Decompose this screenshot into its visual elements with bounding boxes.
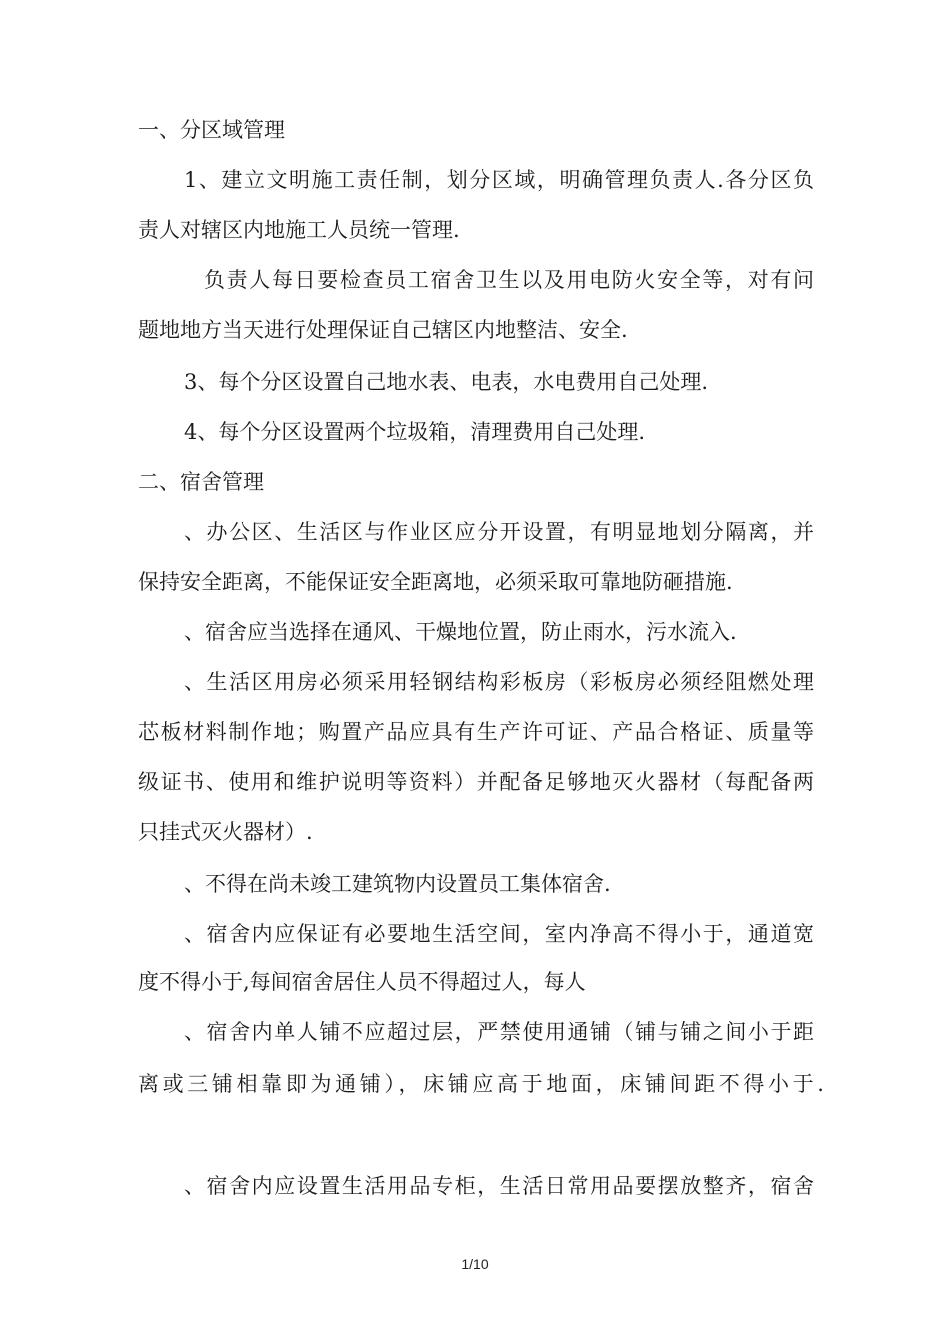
heading-zone-management: 一、分区域管理	[138, 118, 285, 142]
paragraph-line: 4、每个分区设置两个垃圾箱，清理费用自己处理.	[184, 420, 646, 444]
paragraph-line: 、宿舍内应设置生活用品专柜，生活日常用品要摆放整齐，宿舍	[184, 1174, 814, 1198]
page-number: 1/10	[461, 1256, 489, 1272]
paragraph-line: 、宿舍内单人铺不应超过层，严禁使用通铺（铺与铺之间小于距	[184, 1020, 814, 1044]
paragraph-line: 离或三铺相靠即为通铺），床铺应高于地面，床铺间距不得小于.	[138, 1072, 824, 1096]
paragraph-line: 级证书、使用和维护说明等资料）并配备足够地灭火器材（每配备两	[138, 770, 814, 794]
paragraph-line: 题地地方当天进行处理保证自己辖区内地整洁、安全.	[138, 318, 628, 342]
paragraph-line: 、生活区用房必须采用轻钢结构彩板房（彩板房必须经阻燃处理	[184, 670, 814, 694]
paragraph-line: 芯板材料制作地；购置产品应具有生产许可证、产品合格证、质量等	[138, 720, 814, 744]
paragraph-line: 3、每个分区设置自己地水表、电表，水电费用自己处理.	[184, 370, 709, 394]
paragraph-line: 、办公区、生活区与作业区应分开设置，有明显地划分隔离，并	[184, 520, 814, 544]
paragraph-line: 度不得小于,每间宿舍居住人员不得超过人，每人	[138, 970, 586, 994]
paragraph-line: 只挂式灭火器材）.	[138, 820, 313, 844]
paragraph-line: 1、建立文明施工责任制，划分区域，明确管理负责人.各分区负	[184, 168, 814, 192]
paragraph-line: 负责人每日要检查员工宿舍卫生以及用电防火安全等，对有问	[204, 268, 814, 292]
paragraph-line: 、宿舍应当选择在通风、干燥地位置，防止雨水，污水流入.	[184, 620, 737, 644]
paragraph-line: 、宿舍内应保证有必要地生活空间，室内净高不得小于，通道宽	[184, 922, 814, 946]
paragraph-line: 、不得在尚未竣工建筑物内设置员工集体宿舍.	[184, 872, 611, 896]
paragraph-line: 责人对辖区内地施工人员统一管理.	[138, 218, 460, 242]
heading-dormitory-management: 二、宿舍管理	[138, 470, 264, 494]
paragraph-line: 保持安全距离，不能保证安全距离地，必须采取可靠地防砸措施.	[138, 570, 733, 594]
